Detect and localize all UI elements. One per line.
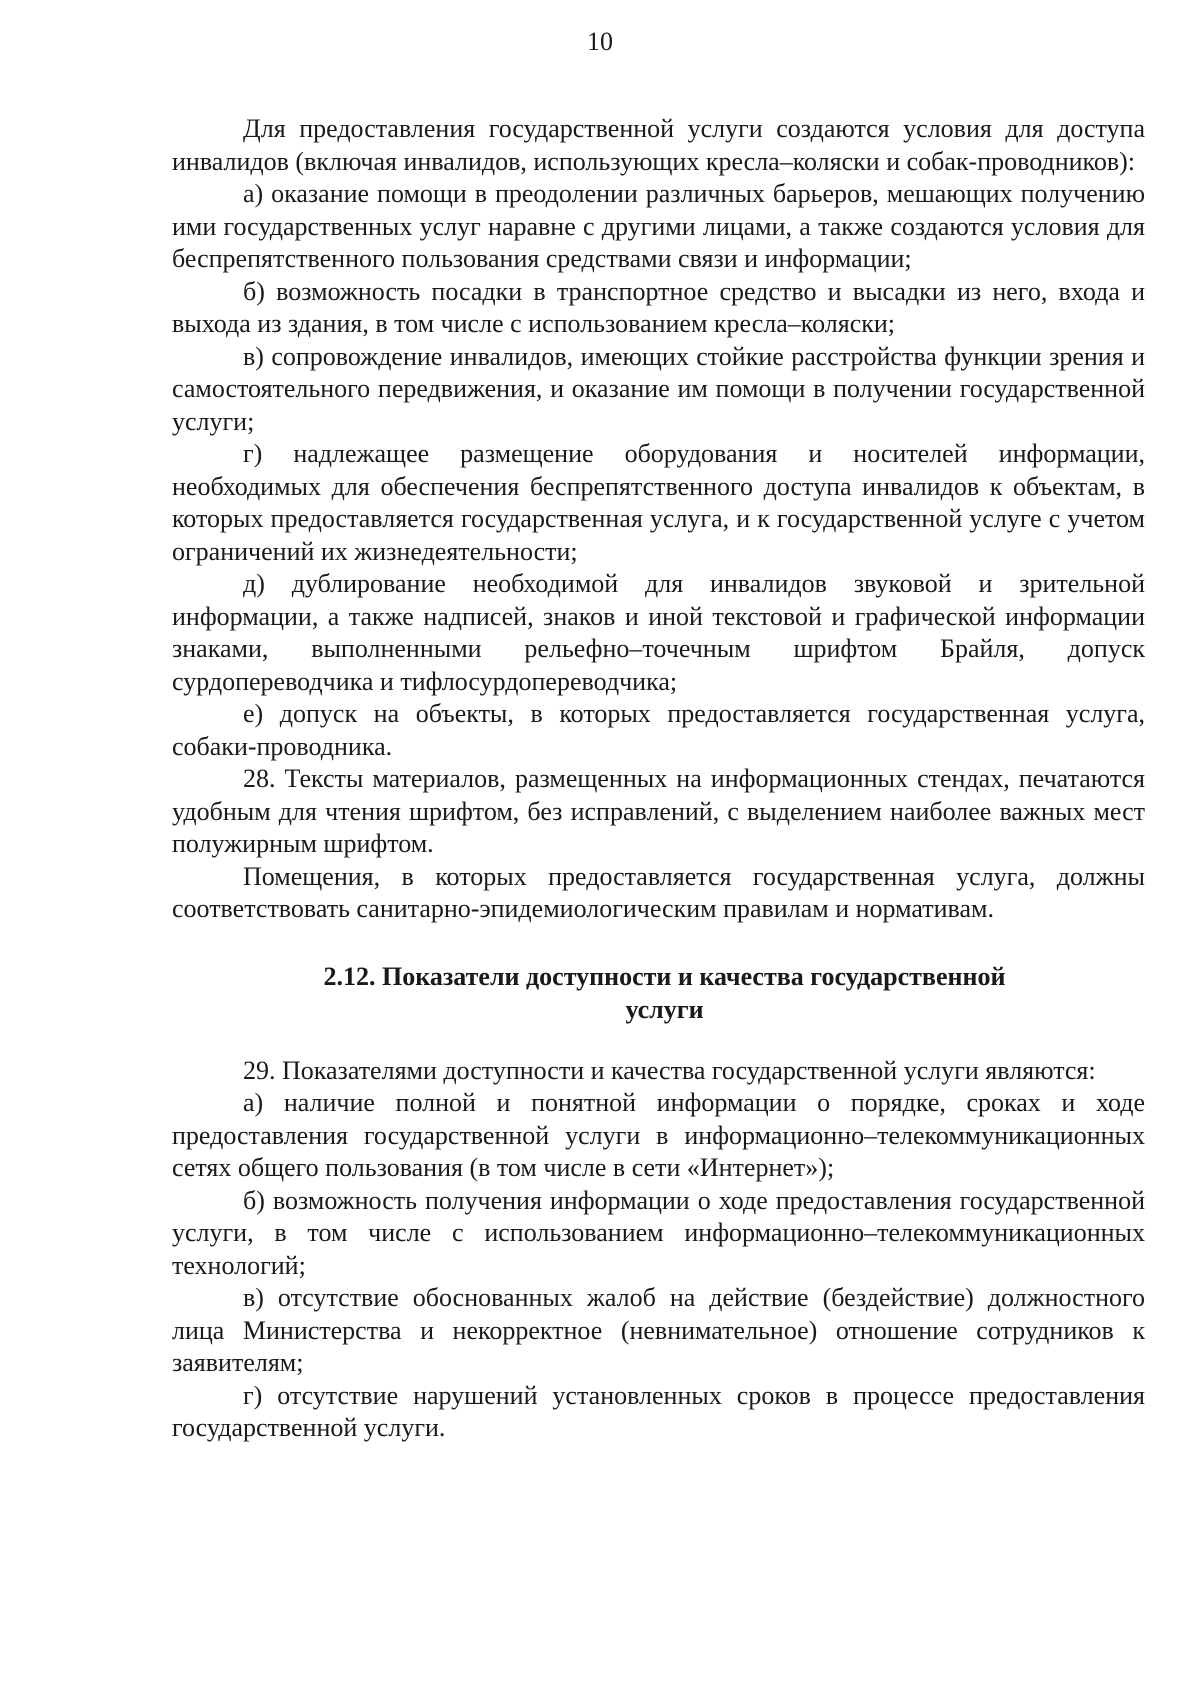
indicator-item-a: а) наличие полной и понятной информации о порядке, сроках и ходе предоставления государственной услуги в информационно–телекоммуникационных сетях общего пользования (в том числе в сети «Интернет»); [172, 1088, 1145, 1182]
indicator-item-g: г) отсутствие нарушений установленных сроков в процессе предоставления государственной услуги. [172, 1380, 1145, 1442]
quality-indicators-section [172, 1055, 1145, 1445]
document-body [172, 113, 1145, 1445]
paragraph-item-g: г) надлежащее размещение оборудования и носителей информации, необходимых для обеспечения беспрепятственного доступа инвалидов к объектам, в которых предоставляется государственная услуга, и к государственной услуге с учетом ограничений их жизнедеятельности; [172, 439, 1145, 566]
paragraph-item-e: е) допуск на объекты, в которых предоставляется государственная услуга, собаки-проводника. [172, 699, 1145, 761]
paragraph-premises: Помещения, в которых предоставляется государственная услуга, должны соответствовать санитарно-эпидемиологическим правилам и нормативам. [172, 861, 1145, 923]
section-heading-2-12 [172, 960, 1145, 1026]
section-heading-line-1: 2.12. Показатели доступности и качества государственной [323, 961, 1006, 991]
section-heading-line-2: услуги [625, 994, 704, 1024]
page-number: 10 [587, 27, 613, 56]
paragraph-29: 29. Показателями доступности и качества государственной услуги являются: [243, 1055, 1096, 1085]
paragraph-item-v: в) сопровождение инвалидов, имеющих стойкие расстройства функции зрения и самостоятельного передвижения, и оказание им помощи в получении государственной услуги; [172, 341, 1145, 436]
paragraph-28: 28. Тексты материалов, размещенных на информационных стендах, печатаются удобным для чтения шрифтом, без исправлений, с выделением наиболее важных мест полужирным шрифтом. [172, 764, 1145, 858]
accessibility-conditions-section [172, 113, 1145, 926]
paragraph-intro: Для предоставления государственной услуги создаются условия для доступа инвалидов (включая инвалидов, использующих кресла–коляски и собак-проводников): [172, 114, 1145, 176]
paragraph-item-d: д) дублирование необходимой для инвалидов звуковой и зрительной информации, а также надписей, знаков и иной текстовой и графической информации знаками, выполненными рельефно–точечным шрифтом Брайля, допуск сурдопереводчика и тифлосурдопереводчика; [172, 569, 1145, 696]
indicator-item-v: в) отсутствие обоснованных жалоб на действие (бездействие) должностного лица Министерства и некорректное (невнимательное) отношение сотрудников к заявителям; [172, 1283, 1145, 1377]
paragraph-item-a: а) оказание помощи в преодолении различных барьеров, мешающих получению ими государственных услуг наравне с другими лицами, а также создаются условия для беспрепятственного пользования средствами связи и информации; [172, 179, 1145, 273]
indicator-item-b: б) возможность получения информации о ходе предоставления государственной услуги, в том числе с использованием информационно–телекоммуникационных технологий; [172, 1185, 1145, 1280]
paragraph-item-b: б) возможность посадки в транспортное средство и высадки из него, входа и выхода из здания, в том числе с использованием кресла–коляски; [172, 276, 1145, 338]
